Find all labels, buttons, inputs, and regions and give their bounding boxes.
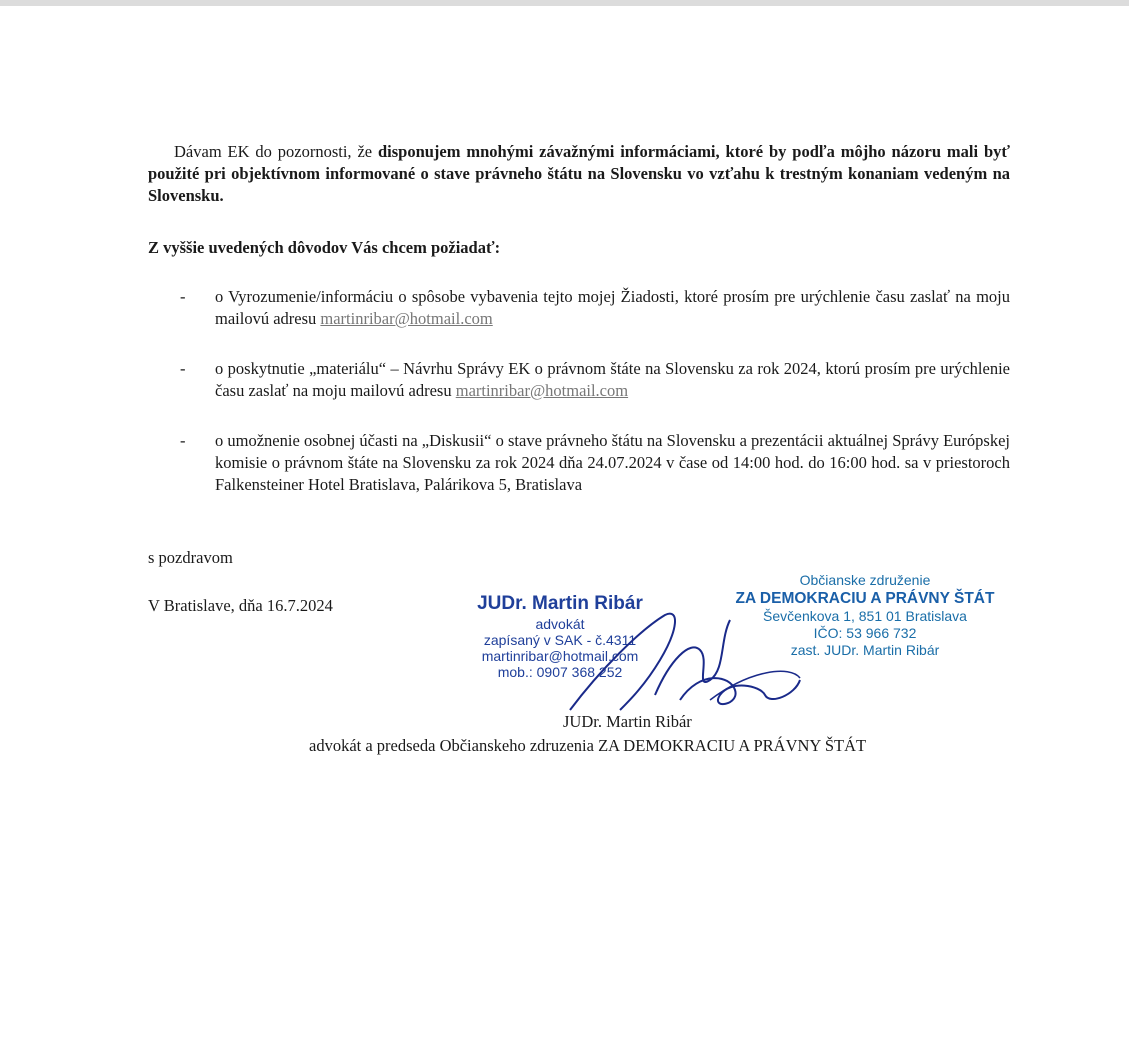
list-item [148,286,1010,330]
top-border [0,0,1129,6]
intro-paragraph [148,141,1010,207]
stamp-lawyer-title: advokát [535,616,585,632]
stamp-lawyer-email: martinribar@hotmail.com [481,648,639,664]
bullet-text: o Vyrozumenie/informáciu o spôsobe vybavenia tejto mojej Žiadosti, ktoré prosím pre urýchlenie času zaslať na moju mailovú adresu [215,287,1010,328]
stamp-lawyer-registration: zapísaný v SAK - č.4311 [483,632,637,648]
bullet-body [215,358,1010,402]
bullet-dash: - [180,359,186,378]
stamp-assoc-name: ZA DEMOKRACIU A PRÁVNY ŠTÁT [735,590,995,607]
bullet-text: o poskytnutie „materiálu“ – Návrhu Správy EK o právnom štáte na Slovensku za rok 2024, ktorú prosím pre urýchlenie času zaslať na moju mailovú adresu [215,359,1010,400]
stamp-lawyer-phone: mob.: 0907 368 252 [497,664,623,680]
email-link[interactable]: martinribar@hotmail.com [320,309,493,328]
handwritten-signature-icon [560,600,820,720]
intro-bold-text: disponujem mnohými závažnými informáciami, ktoré by podľa môjho názoru mali byť použité pri objektívnom informované o stave právneho štátu na Slovensku vo vzťahu k trestným konaniam vedeným na Slovensku. [148,142,1010,205]
stamp-assoc-type: Občianske združenie [799,572,931,588]
intro-text: Dávam EK do pozornosti, že [174,142,378,161]
bullet-body [215,286,1010,330]
list-item [148,358,1010,402]
place-date: V Bratislave, dňa 16.7.2024 [148,596,333,615]
bullet-text: o umožnenie osobnej účasti na „Diskusii“ o stave právneho štátu na Slovensku a prezentácii aktuálnej Správy Európskej komisie o právnom štáte na Slovensku za rok 2024 dňa 24.07.2024 v čase od 14:00 hod. do 16:00 hod. sa v priestoroch Falkensteiner Hotel Bratislava, Palárikova 5, Bratislava [215,431,1010,494]
greeting: s pozdravom [148,548,233,567]
request-heading: Z vyššie uvedených dôvodov Vás chcem požiadať: [148,238,501,257]
signature-role: advokát a predseda Občianskeho zdruzenia ZA DEMOKRACIU A PRÁVNY ŠTÁT [309,736,867,755]
signature-name: JUDr. Martin Ribár [563,712,692,731]
stamp-assoc-address: Ševčenkova 1, 851 01 Bratislava [763,608,967,624]
stamp-assoc-ico: IČO: 53 966 732 [813,625,917,641]
email-link[interactable]: martinribar@hotmail.com [455,381,629,400]
bullet-body [215,430,1010,496]
bullet-dash: - [180,287,186,306]
stamp-lawyer-name: JUDr. Martin Ribár [477,593,643,614]
list-item [148,430,1010,496]
bullet-dash: - [180,431,186,450]
stamp-assoc-representative: zast. JUDr. Martin Ribár [790,642,940,658]
